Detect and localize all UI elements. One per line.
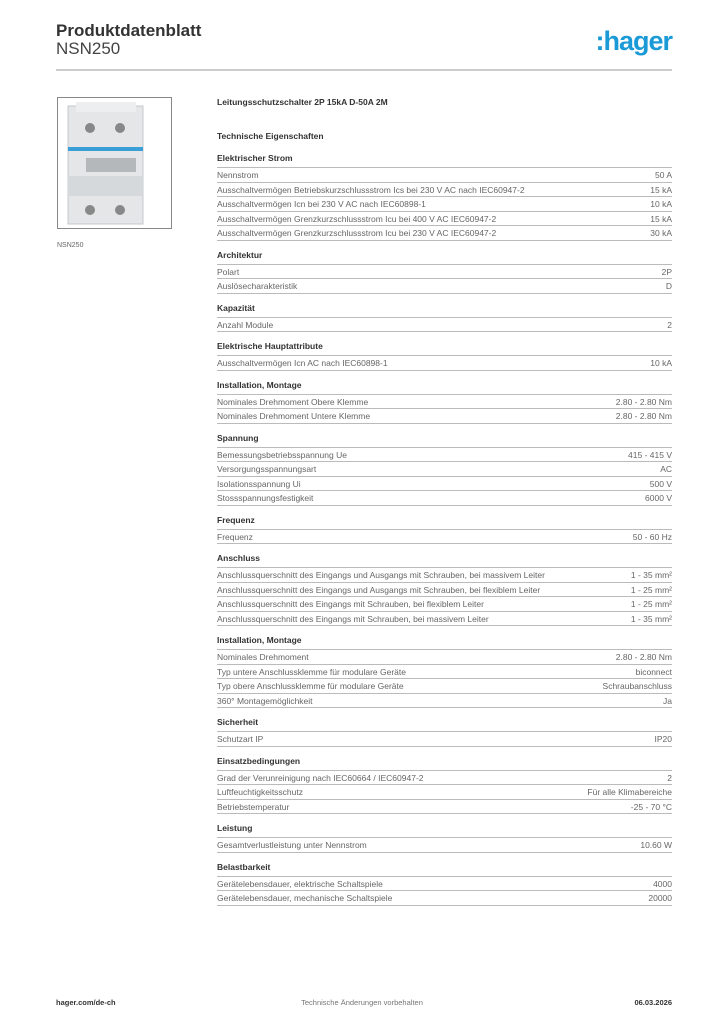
section-heading: Elektrischer Strom	[217, 153, 672, 168]
spec-label: 360° Montagemöglichkeit	[217, 695, 313, 706]
spec-section	[217, 153, 672, 241]
spec-value: 15 kA	[650, 213, 672, 224]
spec-section	[217, 862, 672, 906]
section-heading: Sicherheit	[217, 717, 672, 732]
spec-value: biconnect	[635, 666, 672, 677]
spec-label: Gerätelebensdauer, elektrische Schaltspiele	[217, 878, 383, 889]
spec-section	[217, 303, 672, 333]
spec-value: IP20	[654, 734, 672, 744]
image-caption: NSN250	[57, 242, 84, 249]
spec-section	[217, 515, 672, 545]
spec-label: Polart	[217, 266, 240, 277]
spec-row	[217, 891, 672, 906]
spec-value: 500 V	[649, 478, 672, 489]
spec-value: -25 - 70 °C	[630, 801, 672, 812]
spec-value: 2.80 - 2.80 Nm	[615, 652, 672, 662]
section-heading: Einsatzbedingungen	[217, 756, 672, 771]
spec-label: Nominales Drehmoment Obere Klemme	[217, 396, 369, 407]
spec-section	[217, 433, 672, 506]
spec-value: 20000	[648, 893, 672, 903]
spec-label: Anschlussquerschnitt des Eingangs mit Schrauben, bei massivem Leiter	[217, 613, 489, 624]
spec-value: 415 - 415 V	[628, 449, 672, 460]
spec-label: Frequenz	[217, 531, 253, 542]
footer-disclaimer: Technische Änderungen vorbehalten	[301, 998, 423, 1007]
spec-label: Bemessungsbetriebsspannung Ue	[217, 449, 347, 460]
spec-section	[217, 250, 672, 294]
spec-row	[217, 409, 672, 424]
spec-row	[217, 877, 672, 892]
product-name: Leitungsschutzschalter 2P 15kA D-50A 2M	[217, 97, 388, 107]
spec-row	[217, 212, 672, 227]
spec-row	[217, 650, 672, 665]
spec-row	[217, 530, 672, 545]
spec-label: Nennstrom	[217, 170, 259, 180]
spec-row	[217, 568, 672, 583]
section-heading: Installation, Montage	[217, 635, 672, 650]
spec-label: Ausschaltvermögen Icn AC nach IEC60898-1	[217, 358, 388, 368]
spec-value: 50 - 60 Hz	[632, 531, 672, 542]
header-divider	[56, 69, 672, 71]
spec-label: Nominales Drehmoment Untere Klemme	[217, 411, 371, 421]
spec-row	[217, 356, 672, 371]
spec-value: 1 - 25 mm²	[630, 584, 672, 595]
spec-label: Typ untere Anschlussklemme für modulare Geräte	[217, 666, 406, 677]
spec-value: Ja	[663, 695, 672, 706]
spec-label: Anzahl Module	[217, 319, 274, 330]
section-heading: Anschluss	[217, 553, 672, 568]
spec-value: 6000 V	[645, 493, 672, 503]
spec-sections	[217, 153, 672, 906]
section-heading: Belastbarkeit	[217, 862, 672, 877]
spec-row	[217, 800, 672, 815]
spec-row	[217, 771, 672, 786]
footer-website: hager.com/de-ch	[56, 998, 116, 1007]
spec-label: Ausschaltvermögen Grenzkurzschlussstrom Icu bei 230 V AC IEC60947-2	[217, 228, 497, 238]
spec-label: Betriebstemperatur	[217, 801, 290, 812]
spec-label: Stossspannungsfestigkeit	[217, 493, 314, 503]
spec-label: Schutzart IP	[217, 734, 264, 744]
spec-row	[217, 694, 672, 709]
spec-row	[217, 732, 672, 747]
spec-label: Ausschaltvermögen Grenzkurzschlussstrom Icu bei 400 V AC IEC60947-2	[217, 213, 497, 224]
spec-row	[217, 597, 672, 612]
spec-row	[217, 612, 672, 627]
spec-row	[217, 168, 672, 183]
tech-heading: Technische Eigenschaften	[217, 131, 324, 141]
spec-value: 2	[667, 319, 672, 330]
spec-row	[217, 279, 672, 294]
spec-row	[217, 491, 672, 506]
spec-row	[217, 265, 672, 280]
product-code: NSN250	[56, 39, 121, 58]
spec-row	[217, 838, 672, 853]
spec-value: 1 - 25 mm²	[630, 599, 672, 609]
section-heading: Frequenz	[217, 515, 672, 530]
spec-value: 1 - 35 mm²	[630, 613, 672, 624]
spec-row	[217, 197, 672, 212]
spec-value: 10 kA	[650, 358, 672, 368]
spec-label: Luftfeuchtigkeitsschutz	[217, 787, 303, 797]
spec-value: Für alle Klimabereiche	[587, 787, 672, 797]
spec-label: Versorgungsspannungsart	[217, 464, 317, 474]
spec-section	[217, 756, 672, 815]
spec-value: 1 - 35 mm²	[630, 570, 672, 580]
spec-label: Nominales Drehmoment	[217, 652, 309, 662]
spec-row	[217, 462, 672, 477]
spec-label: Isolationsspannung Ui	[217, 478, 301, 489]
spec-label: Anschlussquerschnitt des Eingangs mit Schrauben, bei flexiblem Leiter	[217, 599, 484, 609]
spec-row	[217, 785, 672, 800]
spec-row	[217, 448, 672, 463]
spec-section	[217, 553, 672, 626]
spec-label: Ausschaltvermögen Icn bei 230 V AC nach IEC60898-1	[217, 199, 426, 209]
spec-value: 4000	[653, 878, 672, 889]
spec-label: Grad der Verunreinigung nach IEC60664 / IEC60947-2	[217, 772, 424, 783]
spec-value: 15 kA	[650, 184, 672, 195]
section-heading: Kapazität	[217, 303, 672, 318]
spec-label: Ausschaltvermögen Betriebskurzschlussstrom Ics bei 230 V AC nach IEC60947-2	[217, 184, 525, 195]
spec-value: 2.80 - 2.80 Nm	[615, 411, 672, 421]
spec-label: Typ obere Anschlussklemme für modulare Geräte	[217, 681, 404, 691]
spec-value: 2P	[661, 266, 672, 277]
spec-row	[217, 395, 672, 410]
section-heading: Elektrische Hauptattribute	[217, 341, 672, 356]
product-image	[57, 97, 172, 229]
spec-label: Auslösecharakteristik	[217, 281, 298, 291]
spec-value: 2.80 - 2.80 Nm	[615, 396, 672, 407]
spec-section	[217, 823, 672, 853]
section-heading: Installation, Montage	[217, 380, 672, 395]
spec-value: D	[665, 281, 672, 291]
spec-section	[217, 380, 672, 424]
spec-value: AC	[660, 464, 672, 474]
spec-row	[217, 318, 672, 333]
section-heading: Architektur	[217, 250, 672, 265]
spec-row	[217, 183, 672, 198]
section-heading: Leistung	[217, 823, 672, 838]
spec-label: Gesamtverlustleistung unter Nennstrom	[217, 840, 367, 850]
spec-label: Gerätelebensdauer, mechanische Schaltspiele	[217, 893, 393, 903]
spec-value: 2	[667, 772, 672, 783]
spec-value: 30 kA	[650, 228, 672, 238]
spec-row	[217, 226, 672, 241]
page-title: Produktdatenblatt	[56, 21, 202, 40]
spec-value: 50 A	[654, 170, 672, 180]
footer-date: 06.03.2026	[634, 998, 672, 1007]
spec-value: 10.60 W	[640, 840, 672, 850]
spec-section	[217, 341, 672, 371]
spec-label: Anschlussquerschnitt des Eingangs und Ausgangs mit Schrauben, bei massivem Leiter	[217, 570, 545, 580]
spec-section	[217, 635, 672, 708]
spec-section	[217, 717, 672, 747]
hager-logo: :hager	[595, 26, 672, 56]
spec-content	[217, 97, 672, 915]
spec-row	[217, 679, 672, 694]
spec-value: Schraubanschluss	[602, 681, 672, 691]
spec-row	[217, 583, 672, 598]
spec-row	[217, 665, 672, 680]
section-heading: Spannung	[217, 433, 672, 448]
spec-value: 10 kA	[650, 199, 672, 209]
spec-label: Anschlussquerschnitt des Eingangs und Ausgangs mit Schrauben, bei flexiblem Leiter	[217, 584, 541, 595]
spec-row	[217, 477, 672, 492]
